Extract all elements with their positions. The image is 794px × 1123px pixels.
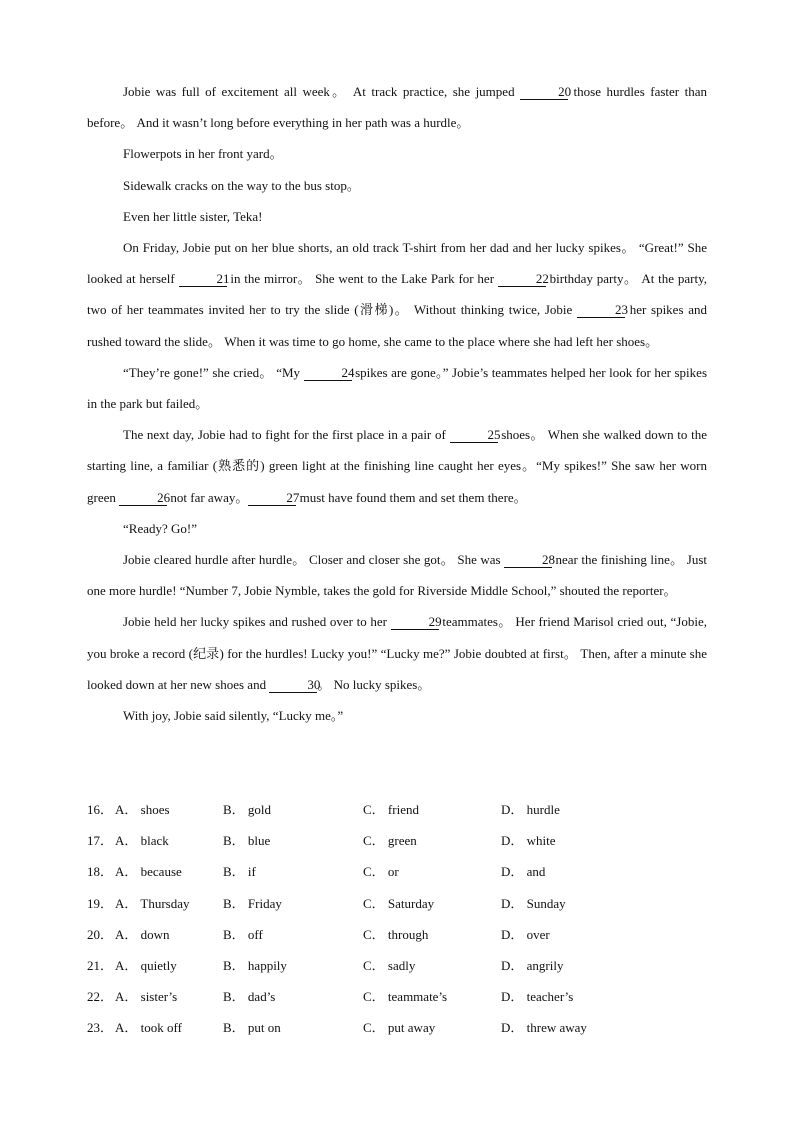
paragraph-10 (87, 606, 707, 700)
option-c[interactable]: C． Saturday (363, 895, 435, 911)
text: shoes。 When she walked down to the starting line, a familiar (熟悉的) green light at the finishing line caught her eyes。“My spikes!” She saw her worn green (87, 427, 707, 505)
text: in the mirror。 She went to the Lake Park for her (226, 271, 498, 287)
question-23 (87, 1012, 707, 1043)
question-number: 23． (87, 1020, 114, 1036)
option-c[interactable]: C． or (363, 864, 399, 880)
paragraph-5 (87, 232, 707, 357)
option-b[interactable]: B． put on (223, 1020, 281, 1036)
cloze-passage (87, 76, 707, 731)
blank-24[interactable]: 24 (304, 366, 352, 381)
paragraph-6 (87, 357, 707, 419)
option-b[interactable]: B． dad’s (223, 989, 276, 1005)
text: near the finishing line。 Just one more hurdle! “Number 7, Jobie Nymble, takes the gold for Riverside Middle School,” shouted the reporter。 (87, 552, 707, 599)
option-a[interactable]: A． quietly (115, 957, 177, 973)
text: “They’re gone!” she cried。 “My (123, 364, 304, 380)
option-d[interactable]: D． Sunday (501, 895, 566, 911)
option-a[interactable]: A． shoes (115, 802, 170, 817)
blank-25[interactable]: 25 (450, 428, 498, 443)
text: Jobie held her lucky spikes and rushed over to her (123, 614, 391, 630)
question-number: 18． (87, 864, 114, 880)
question-number: 17． (87, 833, 114, 849)
blank-27[interactable]: 27 (248, 491, 296, 506)
blank-26[interactable]: 26 (119, 491, 167, 506)
question-number: 22． (87, 989, 114, 1005)
option-a[interactable]: A． took off (115, 1020, 182, 1036)
question-20 (87, 919, 707, 950)
question-19 (87, 888, 707, 919)
paragraph-4: Even her little sister, Teka! (123, 208, 263, 224)
question-18 (87, 856, 707, 887)
paragraph-11: With joy, Jobie said silently, “Lucky me。” (123, 708, 344, 724)
option-c[interactable]: C． green (363, 833, 417, 849)
option-c[interactable]: C． friend (363, 802, 419, 817)
option-b[interactable]: B． blue (223, 833, 271, 849)
text: her spikes and rushed toward the slide。 When it was time to go home, she came to the place where she had left her shoes。 (87, 302, 707, 349)
blank-30[interactable]: 30 (269, 678, 317, 693)
option-c[interactable]: C． put away (363, 1020, 436, 1036)
paragraph-1 (87, 76, 707, 138)
option-c[interactable]: C． through (363, 926, 429, 942)
paragraph-8: “Ready? Go!” (123, 520, 197, 536)
text: 。 No lucky spikes。 (317, 676, 431, 692)
option-d[interactable]: D． over (501, 926, 550, 942)
option-a[interactable]: A． black (115, 833, 169, 849)
option-d[interactable]: D． teacher’s (501, 989, 574, 1005)
question-21 (87, 950, 707, 981)
text: teammates。 Her friend Marisol cried out, “Jobie, you broke a record (纪录) for the hurdles! Lucky you!” “Lucky me?” Jobie doubted at first。 Then, after a minute she looked down at her new shoes and (87, 614, 707, 692)
option-d[interactable]: D． angrily (501, 957, 564, 973)
option-b[interactable]: B． if (223, 864, 256, 880)
option-d[interactable]: D． white (501, 833, 556, 849)
text: Jobie cleared hurdle after hurdle。 Closer and closer she got。 She was (123, 552, 505, 568)
text: must have found them and set them there。 (296, 489, 527, 505)
paragraph-2: Flowerpots in her front yard。 (123, 146, 283, 162)
option-b[interactable]: B． happily (223, 957, 287, 973)
option-b[interactable]: B． gold (223, 802, 272, 817)
text: On Friday, Jobie put on her blue shorts, an old track T-shirt from her dad and her lucky spikes。 “Great!” She looked at herself (87, 240, 707, 287)
question-options (87, 794, 707, 1044)
option-a[interactable]: A． sister’s (115, 989, 178, 1005)
text: Jobie was full of excitement all week。 At track practice, she jumped (123, 84, 521, 99)
blank-28[interactable]: 28 (504, 553, 552, 568)
blank-20[interactable]: 20 (520, 85, 568, 100)
question-number: 20． (87, 926, 114, 942)
paragraph-9 (87, 544, 707, 606)
option-b[interactable]: B． off (223, 926, 263, 942)
blank-22[interactable]: 22 (498, 272, 546, 287)
paragraph-3: Sidewalk cracks on the way to the bus stop。 (123, 177, 360, 193)
question-number: 19． (87, 895, 114, 911)
blank-29[interactable]: 29 (391, 615, 439, 630)
option-a[interactable]: A． down (115, 926, 170, 942)
blank-23[interactable]: 23 (577, 303, 625, 318)
text: those hurdles faster than before。 And it wasn’t long before everything in her path was a hurdle。 (87, 84, 707, 131)
option-a[interactable]: A． because (115, 864, 182, 880)
question-number: 16． (87, 802, 114, 817)
blank-21[interactable]: 21 (179, 272, 227, 287)
text: birthday party。 At the party, two of her teammates invited her to try the slide (滑梯)。 Without thinking twice, Jobie (87, 271, 707, 318)
text: The next day, Jobie had to fight for the first place in a pair of (123, 427, 450, 443)
question-16 (87, 794, 707, 825)
question-22 (87, 981, 707, 1012)
option-b[interactable]: B． Friday (223, 895, 282, 911)
option-d[interactable]: D． hurdle (501, 802, 560, 817)
text: not far away。 (167, 489, 249, 505)
option-c[interactable]: C． teammate’s (363, 989, 448, 1005)
option-d[interactable]: D． threw away (501, 1020, 587, 1036)
text: spikes are gone。” Jobie’s teammates helped her look for her spikes in the park but failed。 (87, 364, 707, 412)
question-number: 21． (87, 957, 114, 973)
paragraph-7 (87, 419, 707, 513)
option-a[interactable]: A． Thursday (115, 895, 190, 911)
option-d[interactable]: D． and (501, 864, 546, 880)
option-c[interactable]: C． sadly (363, 957, 416, 973)
question-17 (87, 825, 707, 856)
